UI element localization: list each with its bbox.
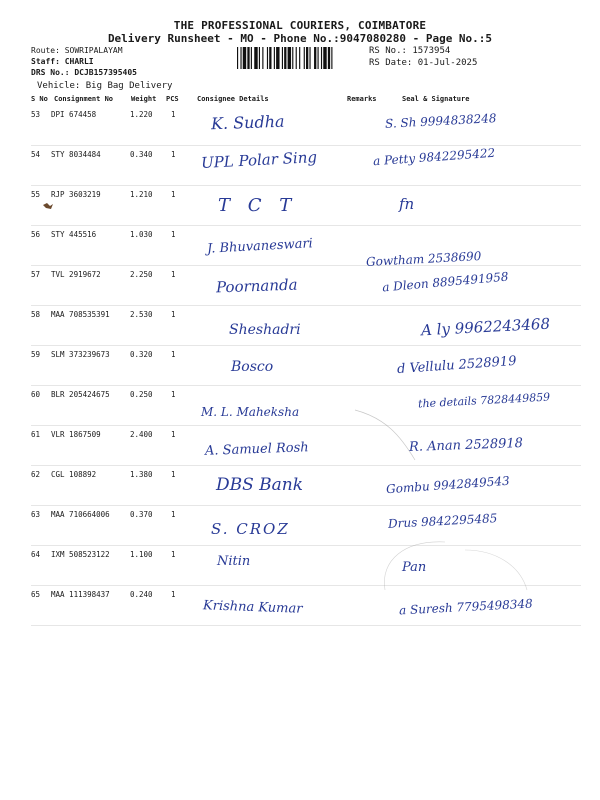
consignee-handwriting: Krishna Kumar: [202, 598, 303, 617]
row-sno: 53: [31, 110, 41, 119]
row-consignment: DPI 674458: [51, 110, 97, 119]
row-sno: 59: [31, 350, 41, 359]
route-line: Route: SOWRIPALAYAM: [31, 46, 123, 55]
barcode-bar: [323, 47, 326, 69]
row-weight: 1.210: [130, 190, 153, 199]
row-sno: 65: [31, 590, 41, 599]
col-consignment: Consignment No: [54, 95, 114, 103]
col-seal: Seal & Signature: [402, 95, 470, 103]
barcode-bar: [328, 47, 330, 69]
signature-handwriting: a Petty 9842295422: [372, 145, 496, 169]
signature-handwriting: S. Sh 9994838248: [384, 111, 497, 131]
signature-handwriting: the details 7828449859: [417, 390, 551, 411]
barcode-bar: [247, 47, 249, 69]
row-sno: 54: [31, 150, 41, 159]
row-pcs: 1: [171, 150, 176, 159]
col-remarks: Remarks: [347, 95, 377, 103]
signature-handwriting: Gombu 9942849543: [385, 473, 511, 497]
ink-mark-icon: [43, 203, 53, 209]
round-seal-stamp: [345, 400, 600, 650]
row-consignment: RJP 3603219: [51, 190, 101, 199]
signature-handwriting: Gowtham 2538690: [365, 248, 482, 270]
barcode-bar: [243, 47, 246, 69]
barcode-bar: [318, 47, 319, 69]
row-pcs: 1: [171, 550, 176, 559]
row-consignment: SLM 373239673: [51, 350, 110, 359]
row-sno: 63: [31, 510, 41, 519]
barcode-bar: [296, 47, 297, 69]
row-pcs: 1: [171, 350, 176, 359]
row-sno: 61: [31, 430, 41, 439]
col-pcs: PCS: [166, 95, 179, 103]
rs-number: RS No.: 1573954: [369, 46, 451, 56]
consignee-handwriting: S. CROZ: [211, 520, 290, 538]
row-pcs: 1: [171, 510, 176, 519]
row-weight: 2.400: [130, 430, 153, 439]
row-weight: 2.250: [130, 270, 153, 279]
col-sno: S No: [31, 95, 48, 103]
barcode-bar: [321, 47, 322, 69]
row-sno: 64: [31, 550, 41, 559]
barcode-bar: [274, 47, 275, 69]
signature-handwriting: d Vellulu 2528919: [396, 353, 517, 378]
row-weight: 1.220: [130, 110, 153, 119]
row-pcs: 1: [171, 390, 176, 399]
consignee-handwriting: A. Samuel Rosh: [204, 440, 309, 459]
consignee-handwriting: Poornanda: [215, 275, 298, 297]
consignee-handwriting: K. Sudha: [210, 111, 285, 134]
row-pcs: 1: [171, 190, 176, 199]
table-header: [31, 95, 581, 105]
row-pcs: 1: [171, 310, 176, 319]
row-weight: 2.530: [130, 310, 153, 319]
drs-line: DRS No.: DCJB157395405: [31, 68, 137, 78]
barcode-bar: [314, 47, 316, 69]
row-pcs: 1: [171, 430, 176, 439]
staff-line: Staff: CHARLI: [31, 57, 94, 67]
signature-handwriting: fn: [399, 195, 415, 213]
row-pcs: 1: [171, 470, 176, 479]
row-consignment: MAA 111398437: [51, 590, 110, 599]
col-consignee: Consignee Details: [197, 95, 269, 103]
barcode-bar: [299, 47, 300, 69]
table-row: [31, 305, 581, 346]
company-title: THE PROFESSIONAL COURIERS, COIMBATORE: [173, 19, 427, 32]
row-consignment: MAA 710664006: [51, 510, 110, 519]
barcode-image: [237, 47, 364, 69]
signature-handwriting: a Dleon 8895491958: [381, 269, 510, 295]
barcode-bar: [251, 47, 252, 69]
row-sno: 58: [31, 310, 41, 319]
consignee-handwriting: UPL Polar Sing: [200, 147, 318, 173]
barcode-bar: [240, 47, 241, 69]
consignee-handwriting: M. L. Maheksha: [201, 405, 300, 419]
row-pcs: 1: [171, 270, 176, 279]
signature-handwriting: R. Anan 2528918: [408, 436, 524, 455]
barcode-bar: [259, 47, 260, 69]
barcode-bar: [254, 47, 257, 69]
row-sno: 62: [31, 470, 41, 479]
row-consignment: STY 445516: [51, 230, 97, 239]
barcode-bar: [284, 47, 286, 69]
row-sno: 56: [31, 230, 41, 239]
runsheet-meta-right: [369, 45, 477, 69]
row-pcs: 1: [171, 590, 176, 599]
row-weight: 0.240: [130, 590, 153, 599]
row-consignment: MAA 708535391: [51, 310, 110, 319]
vehicle-line: Vehicle: Big Bag Delivery: [37, 81, 173, 91]
consignee-handwriting: DBS Bank: [216, 475, 304, 495]
table-row: [31, 345, 581, 386]
barcode-bar: [288, 47, 291, 69]
row-consignment: VLR 1867509: [51, 430, 101, 439]
table-row: [31, 145, 581, 186]
signature-handwriting: a Suresh 7795498348: [398, 596, 534, 618]
barcode-bar: [306, 47, 308, 69]
signature-handwriting: Pan: [402, 560, 427, 575]
table-row: [31, 185, 581, 226]
row-weight: 0.370: [130, 510, 153, 519]
row-consignment: IXM 508523122: [51, 550, 110, 559]
row-consignment: TVL 2919672: [51, 270, 101, 279]
row-consignment: BLR 205424675: [51, 390, 110, 399]
row-pcs: 1: [171, 110, 176, 119]
runsheet-subtitle: Delivery Runsheet - MO - Phone No.:9047080280 - Page No.:5: [107, 32, 493, 45]
row-weight: 1.100: [130, 550, 153, 559]
row-consignment: CGL 108892: [51, 470, 97, 479]
consignee-handwriting: J. Bhuvaneswari: [206, 236, 314, 257]
barcode-bar: [267, 47, 268, 69]
barcode-bar: [331, 47, 332, 69]
table-row: [31, 105, 581, 146]
row-weight: 1.380: [130, 470, 153, 479]
row-sno: 60: [31, 390, 41, 399]
table-row: [31, 265, 581, 306]
barcode-bar: [237, 47, 238, 69]
barcode-bar: [276, 47, 279, 69]
row-weight: 0.340: [130, 150, 153, 159]
row-sno: 57: [31, 270, 41, 279]
row-pcs: 1: [171, 230, 176, 239]
barcode-bar: [292, 47, 293, 69]
row-weight: 1.030: [130, 230, 153, 239]
runsheet-meta-left: [31, 45, 137, 79]
barcode-bar: [269, 47, 271, 69]
row-weight: 0.250: [130, 390, 153, 399]
signature-handwriting: A ly 9962243468: [420, 314, 551, 340]
row-sno: 55: [31, 190, 41, 199]
rs-date: RS Date: 01-Jul-2025: [369, 58, 478, 68]
barcode-bar: [282, 47, 283, 69]
barcode-bar: [309, 47, 310, 69]
consignee-handwriting: Sheshadri: [229, 322, 301, 338]
barcode-bar: [262, 47, 263, 69]
barcode-bar: [304, 47, 305, 69]
col-weight: Weight: [131, 95, 157, 103]
consignee-handwriting: Bosco: [231, 359, 274, 375]
signature-handwriting: Drus 9842295485: [387, 511, 498, 531]
table-row: [31, 225, 581, 270]
consignee-handwriting: T C T: [218, 195, 298, 216]
row-weight: 0.320: [130, 350, 153, 359]
consignee-handwriting: Nitin: [217, 554, 251, 569]
row-consignment: STY 8034484: [51, 150, 101, 159]
